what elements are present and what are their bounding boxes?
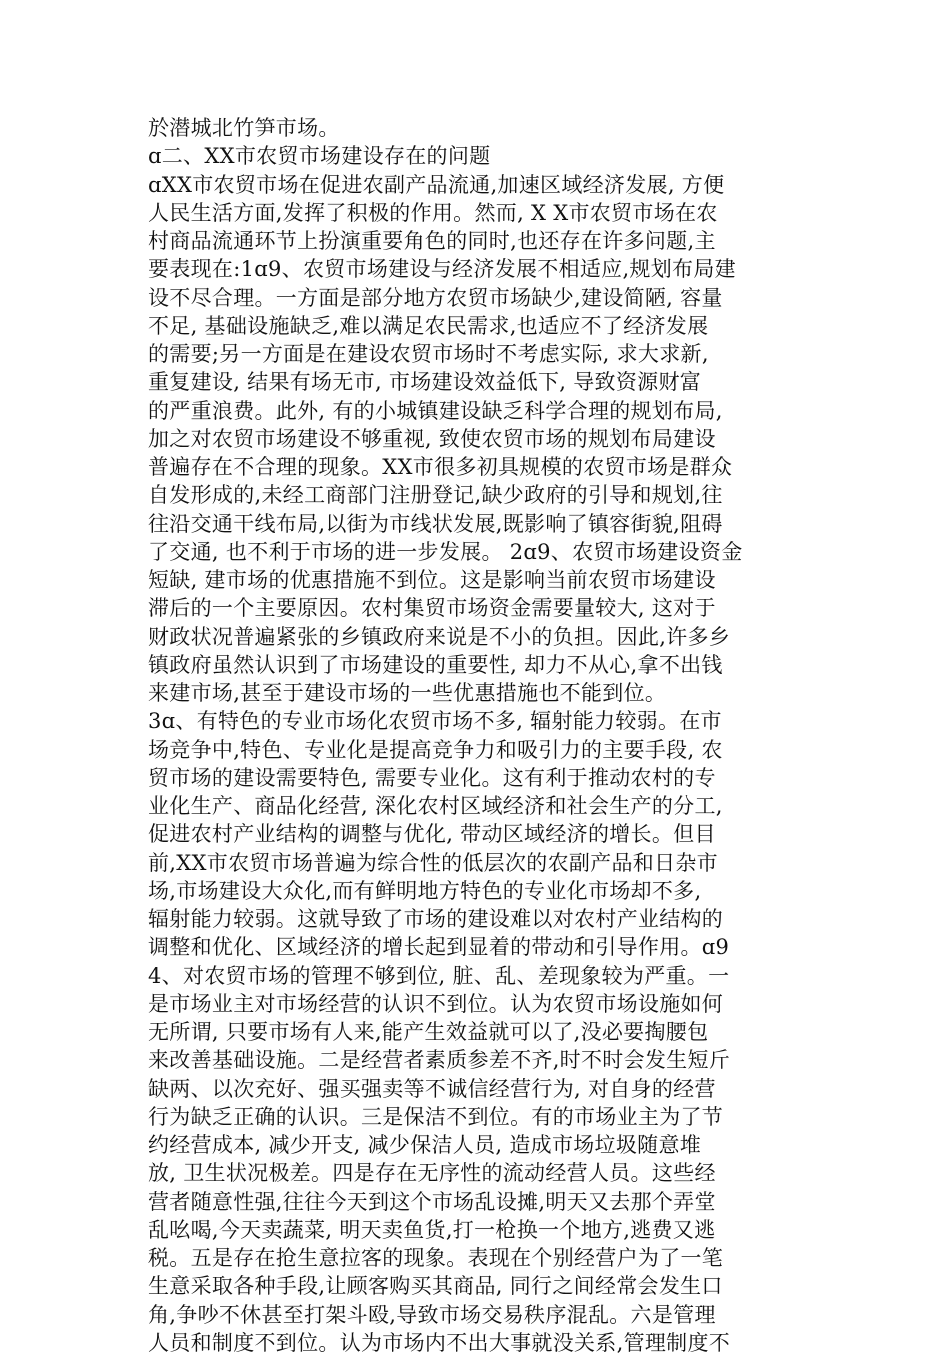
text-line: 生意采取各种手段,让顾客购买其商品, 同行之间经常会发生口	[148, 1274, 723, 1299]
text-line: 促进农村产业结构的调整与优化, 带动区域经济的增长。但目	[148, 822, 716, 847]
text-line: 镇政府虽然认识到了市场建设的重要性, 却力不从心,拿不出钱	[148, 652, 723, 677]
text-line: 自发形成的,未经工商部门注册登记,缺少政府的引导和规划,往	[148, 483, 723, 508]
text-line: 加之对农贸市场建设不够重视, 致使农贸市场的规划布局建设	[148, 426, 716, 451]
text-line: 无所谓, 只要市场有人来,能产生效益就可以了,没必要掏腰包	[148, 1020, 709, 1044]
text-line: 村商品流通环节上扮演重要角色的同时,也还存在许多问题,主	[148, 229, 716, 253]
text-line: 来建市场,甚至于建设市场的一些优惠措施也不能到位。	[148, 681, 667, 705]
text-line: ɑXX市农贸市场在促进农副产品流通,加速区域经济发展, 方便	[148, 172, 725, 197]
text-line: 辐射能力较弱。这就导致了市场的建设难以对农村产业结构的	[148, 907, 724, 931]
text-line: 4、对农贸市场的管理不够到位, 脏、乱、差现象较为严重。一	[148, 963, 730, 988]
text-line: 行为缺乏正确的认识。三是保洁不到位。有的市场业主为了节	[148, 1104, 724, 1129]
text-line: 财政状况普遍紧张的乡镇政府来说是不小的负担。因此,许多乡	[148, 624, 731, 649]
text-line: 放, 卫生状况极差。四是存在无序性的流动经营人员。这些经	[148, 1161, 716, 1186]
document-body-text	[148, 114, 828, 1357]
text-line: 来改善基础设施。二是经营者素质参差不齐,时不时会发生短斤	[148, 1048, 731, 1073]
text-line: 前,XX市农贸市场普遍为综合性的低层次的农副产品和日杂市	[148, 850, 718, 875]
text-line: ɑ二、XX市农贸市场建设存在的问题	[148, 144, 491, 169]
text-line: 营者随意性强,往往今天到这个市场乱设摊,明天又去那个弄堂	[148, 1189, 716, 1214]
text-line: 於潜城北竹笋市场。	[148, 116, 340, 140]
text-line: 3ɑ、有特色的专业市场化农贸市场不多, 辐射能力较弱。在市	[148, 709, 722, 734]
text-line: 乱吆喝,今天卖蔬菜, 明天卖鱼货,打一枪换一个地方,逃费又逃	[148, 1217, 716, 1242]
text-line: 人民生活方面,发挥了积极的作用。然而, X X市农贸市场在农	[148, 200, 718, 225]
text-line: 约经营成本, 减少开支, 减少保洁人员, 造成市场垃圾随意堆	[148, 1133, 702, 1157]
text-line: 人员和制度不到位。认为市场内不出大事就没关系,管理制度不	[148, 1330, 731, 1355]
text-line: 税。五是存在抢生意拉客的现象。表现在个别经营户为了一笔	[148, 1246, 724, 1270]
text-line: 业化生产、商品化经营, 深化农村区域经济和社会生产的分工,	[148, 794, 723, 818]
text-line: 设不尽合理。一方面是部分地方农贸市场缺少,建设简陋, 容量	[148, 285, 723, 310]
text-line: 重复建设, 结果有场无市, 市场建设效益低下, 导致资源财富	[148, 370, 702, 395]
text-line: 往沿交通干线布局,以街为市线状发展,既影响了镇容街貌,阻碍	[148, 511, 723, 536]
text-line: 调整和优化、区域经济的增长起到显着的带动和引导作用。ɑ9	[148, 935, 730, 960]
text-line: 场,市场建设大众化,而有鲜明地方特色的专业化市场却不多,	[148, 878, 702, 903]
text-line: 不足, 基础设施缺乏,难以满足农民需求,也适应不了经济发展	[148, 313, 709, 338]
text-line: 的严重浪费。此外, 有的小城镇建设缺乏科学合理的规划布局,	[148, 398, 723, 423]
text-line: 场竞争中,特色、专业化是提高竞争力和吸引力的主要手段, 农	[148, 737, 723, 762]
text-line: 短缺, 建市场的优惠措施不到位。这是影响当前农贸市场建设	[148, 568, 716, 592]
text-line: 普遍存在不合理的现象。XX市很多初具规模的农贸市场是群众	[148, 455, 733, 479]
text-line: 角,争吵不休甚至打架斗殴,导致市场交易秩序混乱。六是管理	[148, 1302, 716, 1327]
text-line: 贸市场的建设需要特色, 需要专业化。这有利于推动农村的专	[148, 765, 716, 790]
text-line: 的需要;另一方面是在建设农贸市场时不考虑实际, 求大求新,	[148, 342, 709, 366]
text-line: 是市场业主对市场经营的认识不到位。认为农贸市场设施如何	[148, 991, 724, 1016]
text-line: 缺两、以次充好、强买强卖等不诚信经营行为, 对自身的经营	[148, 1076, 716, 1101]
text-line: 滞后的一个主要原因。农村集贸市场资金需要量较大, 这对于	[148, 596, 716, 621]
text-line: 了交通, 也不利于市场的进一步发展。 2ɑ9、农贸市场建设资金	[148, 539, 743, 564]
text-line: 要表现在:1ɑ9、农贸市场建设与经济发展不相适应,规划布局建	[148, 257, 736, 282]
